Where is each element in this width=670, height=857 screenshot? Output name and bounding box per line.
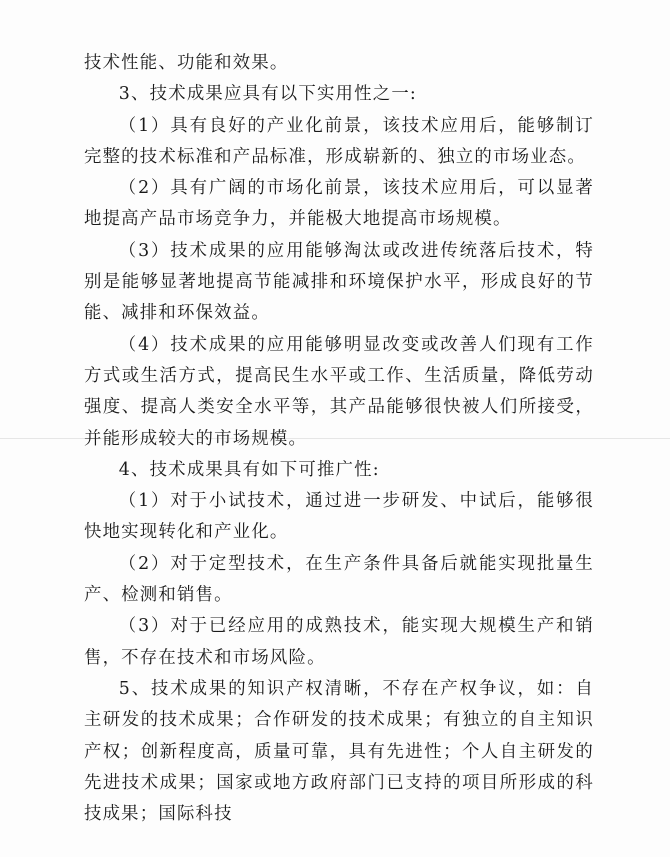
paragraph-continuation: 技术性能、功能和效果。 bbox=[84, 53, 289, 73]
paragraph-4-2: （2）对于定型技术，在生产条件具备后就能实现批量生产、检测和销售。 bbox=[84, 553, 594, 606]
document-body bbox=[84, 48, 594, 830]
paragraph-3-1: （1）具有良好的产业化前景，该技术应用后，能够制订完整的技术标准和产品标准，形成崭新的、独立的市场业态。 bbox=[84, 115, 594, 167]
paragraph-section-5: 5、技术成果的知识产权清晰，不存在产权争议，如：自主研发的技术成果；合作研发的技术成果；有独立的自主知识产权；创新程度高，质量可靠，具有先进性；个人自主研发的先进技术成果；国家或地方政府部门已支持的项目所形成的科技成果；国际科技 bbox=[84, 678, 594, 825]
paragraph-4-3: （3）对于已经应用的成熟技术，能实现大规模生产和销售，不存在技术和市场风险。 bbox=[84, 616, 594, 668]
paragraph-section-3-heading: 3、技术成果应具有以下实用性之一: bbox=[118, 84, 417, 105]
paragraph-4-1: （1）对于小试技术，通过进一步研发、中试后，能够很快地实现转化和产业化。 bbox=[84, 491, 594, 543]
paragraph-section-4-heading: 4、技术成果具有如下可推广性: bbox=[118, 459, 380, 480]
paragraph-3-4: （4）技术成果的应用能够明显改变或改善人们现有工作方式或生活方式，提高民生水平或工作、生活质量，降低劳动强度、提高人类安全水平等，其产品能够很快被人们所接受，并能形成较大的市场规模。 bbox=[84, 334, 594, 449]
paragraph-3-2: （2）具有广阔的市场化前景，该技术应用后，可以显著地提高产品市场竞争力，并能极大地提高市场规模。 bbox=[84, 178, 594, 230]
paragraph-3-3: （3）技术成果的应用能够淘汰或改进传统落后技术，特别是能够显著地提高节能减排和环境保护水平，形成良好的节能、减排和环保效益。 bbox=[84, 240, 594, 324]
